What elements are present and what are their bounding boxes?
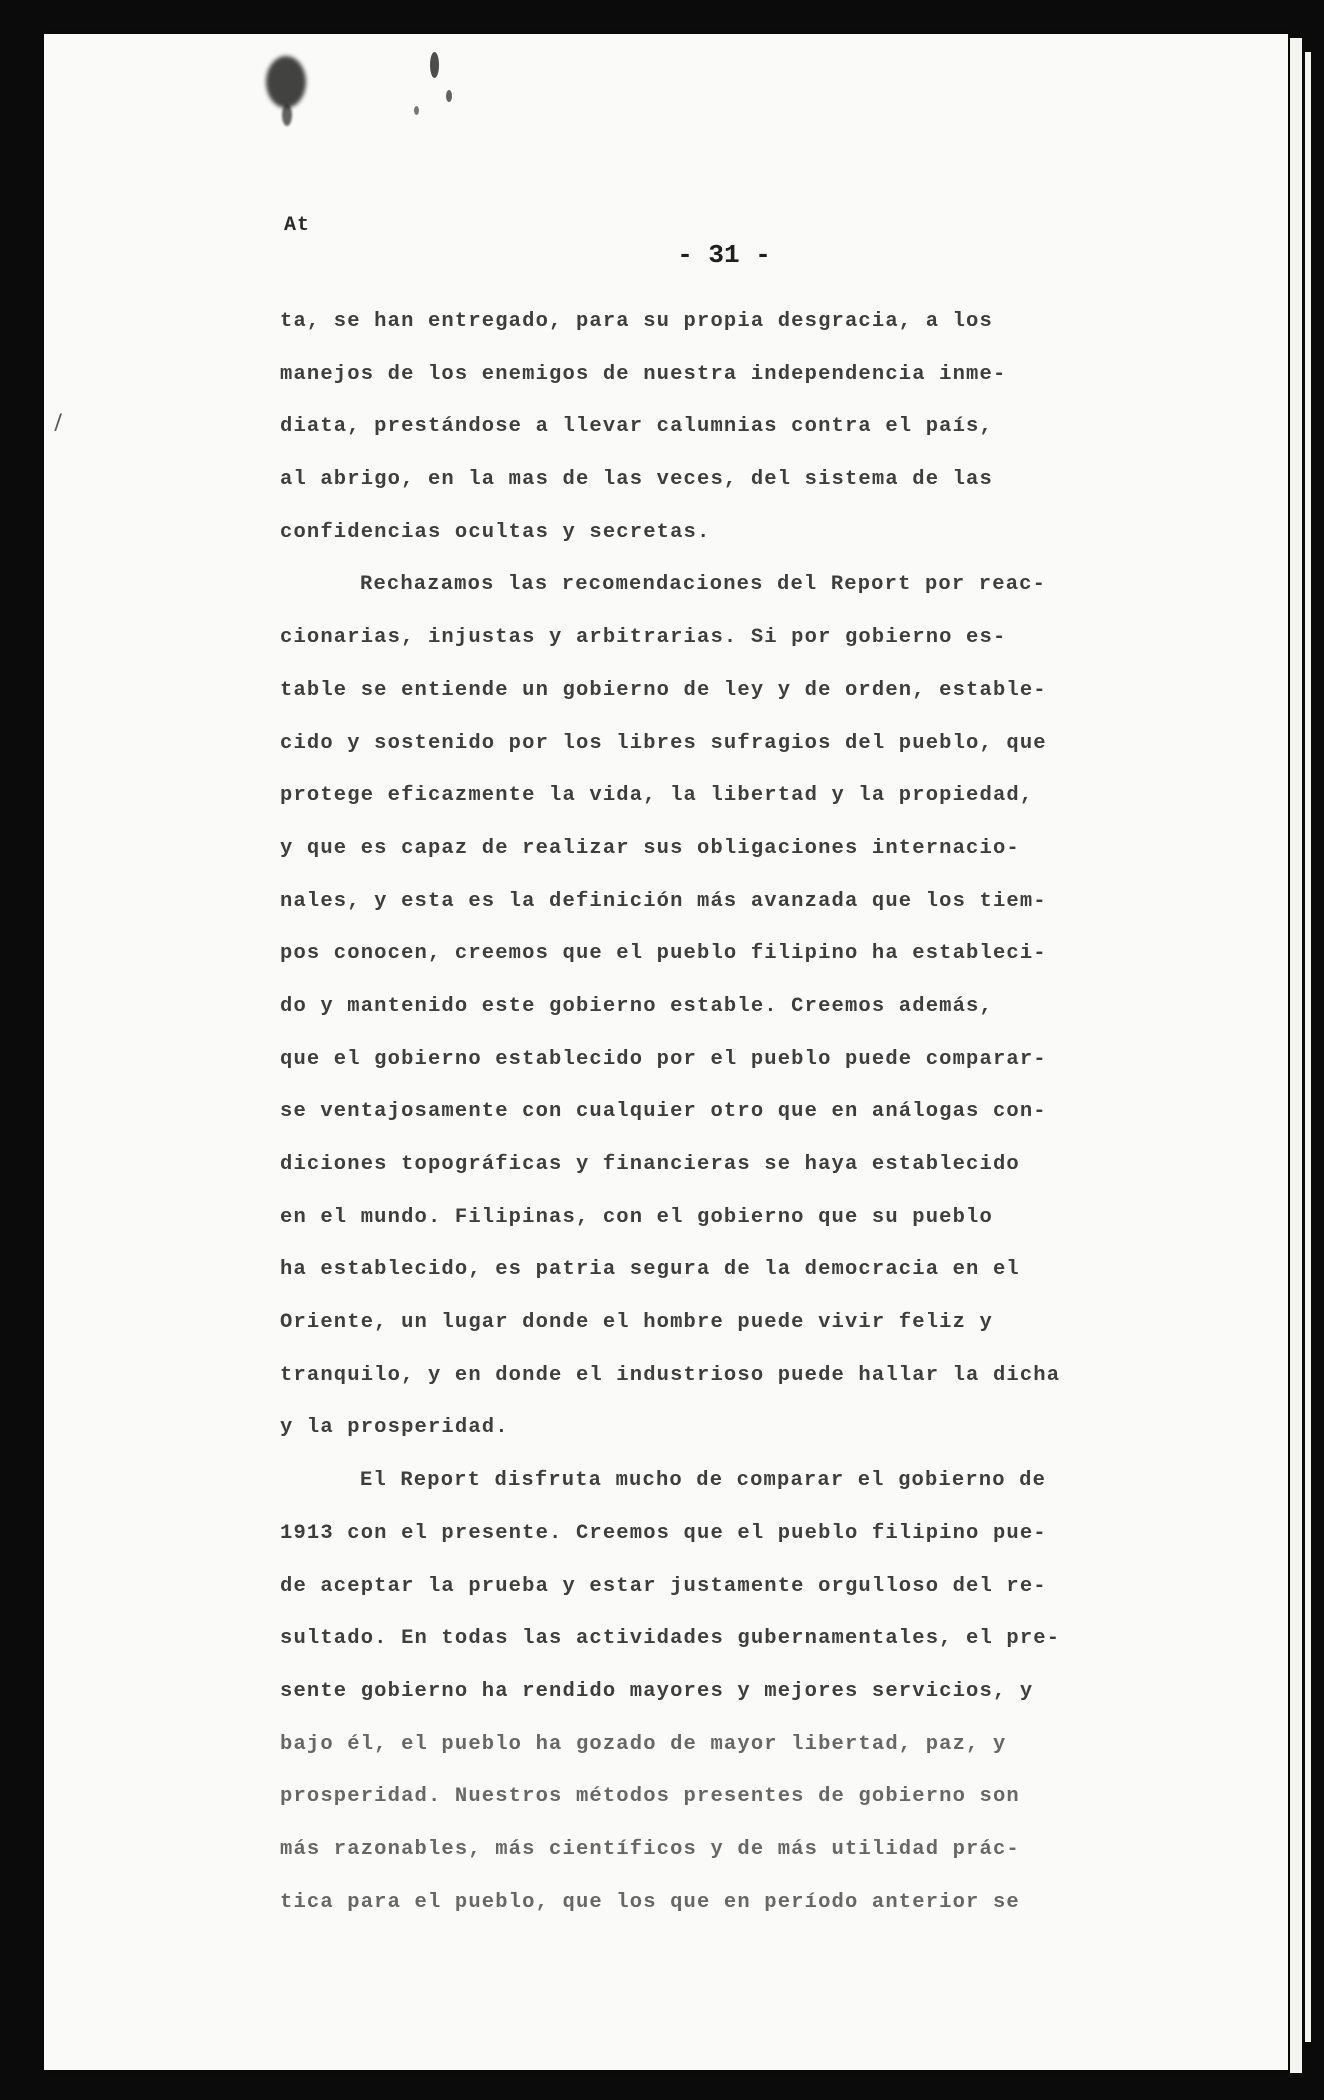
text-line: bajo él, el pueblo ha gozado de mayor libertad, paz, y [280,1732,1007,1756]
text-line: ha establecido, es patria segura de la democracia en el [280,1258,1020,1282]
text-line: cido y sostenido por los libres sufragios del pueblo, que [280,731,1047,755]
text-line: confidencias ocultas y secretas. [280,520,711,544]
text-line: sultado. En todas las actividades gubernamentales, el pre- [280,1627,1061,1651]
text-line: se ventajosamente con cualquier otro que en análogas con- [280,1100,1047,1124]
corner-mark: At [284,214,311,237]
text-line: ta, se han entregado, para su propia desgracia, a los [280,310,993,333]
text-line: do y mantenido este gobierno estable. Creemos además, [280,994,993,1018]
paragraph-start-line: Rechazamos las recomendaciones del Report por reac- [360,573,1047,597]
ink-stain [282,104,292,126]
text-line: sente gobierno ha rendido mayores y mejores servicios, y [280,1679,1034,1703]
text-line: y que es capaz de realizar sus obligaciones internacio- [280,836,1020,860]
ink-stain [266,56,306,108]
text-line: manejos de los enemigos de nuestra independencia inme- [280,362,1007,386]
text-line: nales, y esta es la definición más avanzada que los tiem- [280,889,1047,913]
background-sheet-edge [1290,38,1302,2073]
text-line: 1913 con el presente. Creemos que el pueblo filipino pue- [280,1521,1047,1545]
text-line: y la prosperidad. [280,1416,509,1440]
text-line: diciones topográficas y financieras se haya establecido [280,1153,1020,1176]
text-line: tica para el pueblo, que los que en período anterior se [280,1890,1020,1914]
ink-stain [430,52,439,78]
text-line: pos conocen, creemos que el pueblo filipino ha estableci- [280,942,1047,966]
text-line: que el gobierno establecido por el pueblo puede comparar- [280,1047,1047,1071]
text-line: al abrigo, en la mas de las veces, del sistema de las [280,468,993,492]
text-line: Oriente, un lugar donde el hombre puede vivir feliz y [280,1311,993,1335]
text-line: prosperidad. Nuestros métodos presentes de gobierno son [280,1785,1020,1809]
paragraph-start-line: El Report disfruta mucho de comparar el gobierno de [360,1469,1047,1493]
background-sheet-edge [1305,52,1311,2042]
text-line: en el mundo. Filipinas, con el gobierno que su pueblo [280,1205,993,1229]
text-line: tranquilo, y en donde el industrioso puede hallar la dicha [280,1363,1061,1387]
ink-stain [446,90,452,102]
text-line: protege eficazmente la vida, la libertad y la propiedad, [280,784,1034,808]
text-line: table se entiende un gobierno de ley y de orden, estable- [280,678,1047,702]
margin-mark: / [49,411,68,438]
document-page [44,34,1288,2070]
text-line: diata, prestándose a llevar calumnias contra el país, [280,415,993,439]
ink-stain [414,106,419,115]
text-line: cionarias, injustas y arbitrarias. Si por gobierno es- [280,626,1007,650]
page-number: - 31 - [677,240,771,270]
text-line: más razonables, más científicos y de más utilidad prác- [280,1837,1020,1861]
text-line: de aceptar la prueba y estar justamente orgulloso del re- [280,1574,1047,1598]
body-text [280,296,1240,1929]
